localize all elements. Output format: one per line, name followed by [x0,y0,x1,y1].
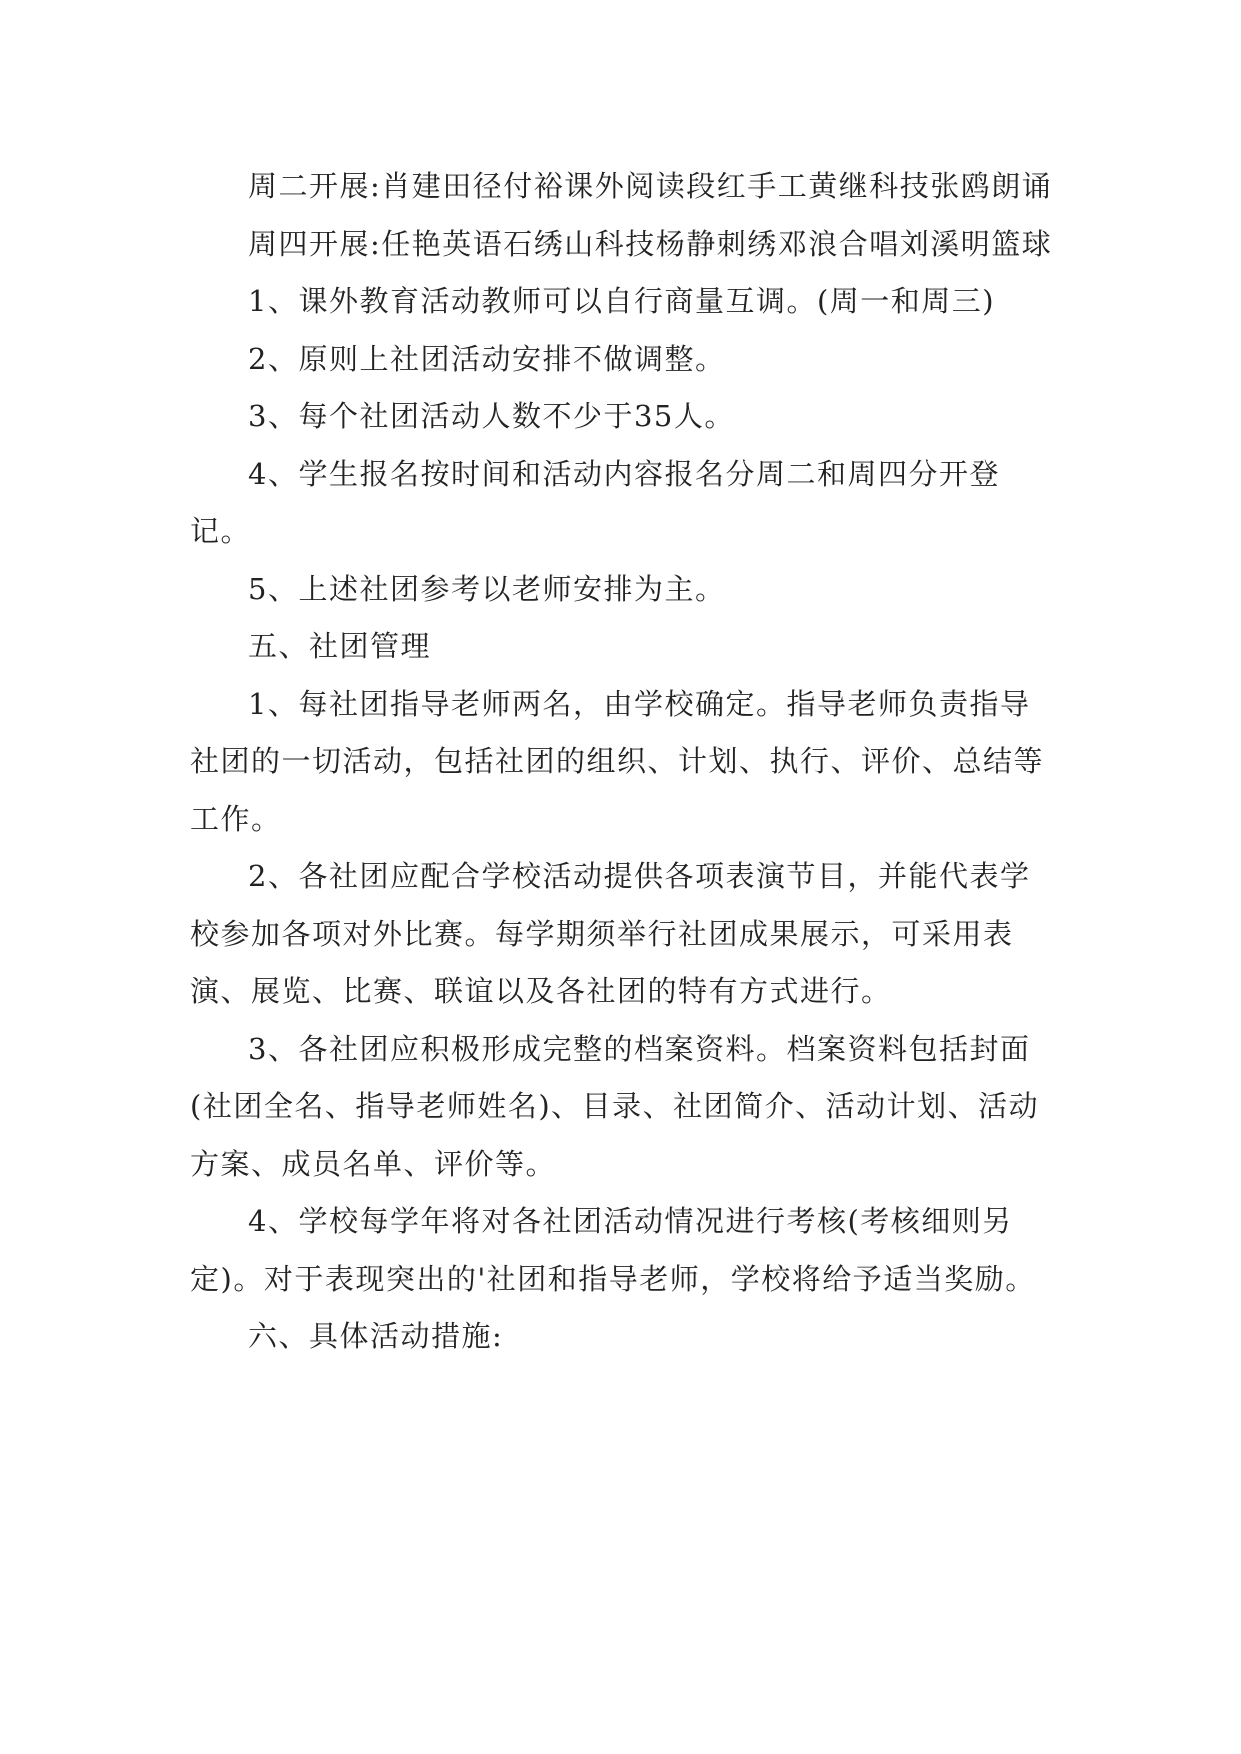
rule-item-4: 4、学生报名按时间和活动内容报名分周二和周四分开登记。 [190,456,1000,548]
rule-item-2: 2、原则上社团活动安排不做调整。 [248,341,726,376]
rule-item-1: 1、课外教育活动教师可以自行商量互调。(周一和周三) [248,284,996,318]
section-heading-measures: 六、具体活动措施: [248,1319,504,1353]
document-body [190,158,1060,1366]
management-item-4: 4、学校每学年将对各社团活动情况进行考核(考核细则另定)。对于表现突出的'社团和指导老师，学校将给予适当奖励。 [190,1204,1036,1296]
management-item-3: 3、各社团应积极形成完整的档案资料。档案资料包括封面(社团全名、指导老师姓名)、目录、社团简介、活动计划、活动方案、成员名单、评价等。 [190,1031,1040,1181]
rule-item-3: 3、每个社团活动人数不少于35人。 [248,399,735,433]
schedule-tuesday: 周二开展:肖建田径付裕课外阅读段红手工黄继科技张鸥朗诵 [248,169,1053,203]
management-item-1: 1、每社团指导老师两名，由学校确定。指导老师负责指导社团的一切活动，包括社团的组织、计划、执行、评价、总结等工作。 [190,686,1045,836]
management-item-2: 2、各社团应配合学校活动提供各项表演节目，并能代表学校参加各项对外比赛。每学期须举行社团成果展示，可采用表演、展览、比赛、联谊以及各社团的特有方式进行。 [190,859,1031,1008]
schedule-thursday: 周四开展:任艳英语石绣山科技杨静刺绣邓浪合唱刘溪明篮球 [248,226,1053,261]
section-heading-management: 五、社团管理 [248,629,432,663]
rule-item-5: 5、上述社团参考以老师安排为主。 [248,571,726,606]
